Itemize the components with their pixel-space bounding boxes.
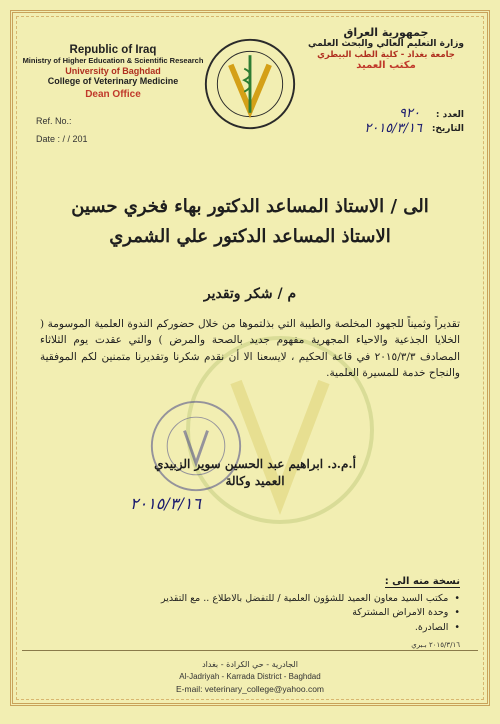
cc-title: نسخة منه الى : — [384, 576, 460, 587]
college-emblem-icon — [202, 36, 298, 132]
signature-block — [140, 456, 370, 491]
cc-list — [40, 592, 460, 635]
country-name-ar: جمهورية العراق — [343, 26, 429, 39]
header-english — [18, 44, 208, 100]
subject-line: م / شكر وتقدير — [203, 286, 297, 302]
list-item: • وحدة الامراض المشتركة — [40, 606, 460, 620]
date-label-ar: التاريخ: — [431, 124, 464, 134]
college-name: College of Veterinary Medicine — [47, 76, 179, 87]
dean-office-label: Dean Office — [85, 88, 141, 100]
handwritten-signature-date: ٢٠١٥/٣/١٦ — [130, 494, 201, 513]
date-label: Date : / / 201 — [36, 134, 88, 144]
header-arabic — [296, 26, 476, 72]
handwritten-date: ٢٠١٥/٣/١٦ — [364, 121, 422, 136]
ministry-name: Ministry of Higher Education & Scientific Research — [22, 56, 204, 66]
list-item: • الصادرة. — [40, 621, 460, 635]
country-name: Republic of Iraq — [69, 44, 157, 56]
handwritten-ref-number: ٩٢٠ — [399, 106, 420, 121]
university-name: University of Baghdad — [65, 65, 161, 76]
ref-number-label-ar: العدد : — [435, 110, 464, 120]
ref-number-label: Ref. No.: — [36, 116, 72, 126]
list-item: • مكتب السيد معاون العميد للشؤون العلمية / للتفضل بالاطلاع .. مع التقدير — [40, 592, 460, 606]
letter-body: تقديراً وثميناً للجهود المخلصة والطيبة التي بذلتموها من خلال حضوركم الندوة العلمية الموسومة ( الخلايا الجذعية والاحياء المجهرية مفهوم جديد بالصحة والمرض ) والتي عقدت يوم الثلاثاء المصادف ٢٠١٥/٣/٣ في قاعة الحكيم ، لايسعنا الا أن نقدم شكرنا وتقديرنا متمنين لكم الموفقية والنجاح خدمة للمسيرة العلمية. — [40, 318, 460, 379]
footer-address-ar: الجادرية - حي الكرادة - بغداد — [202, 660, 298, 669]
footer-side-note: ٢٠١٥/٣/١٦ بـبري — [411, 641, 460, 649]
dean-office-label-ar: مكتب العميد — [356, 60, 416, 72]
footer-email: E-mail: veterinary_college@yahoo.com — [176, 684, 324, 694]
signer-title: العميد وكالة — [225, 474, 285, 489]
college-name-ar: جامعة بغداد - كلية الطب البيطري — [317, 49, 455, 60]
addressee-line-2: الاستاذ المساعد الدكتور علي الشمري — [109, 226, 391, 247]
signer-name: أ.م.د. ابراهيم عبد الحسين سوير الزبيدي — [154, 457, 356, 471]
ministry-name-ar: وزارة التعليم العالي والبحث العلمي — [307, 39, 465, 50]
footer-address-en: Al-Jadriyah - Karrada District - Baghdad — [179, 672, 321, 681]
addressee-line-1: الى / الاستاذ المساعد الدكتور بهاء فخري حسين — [71, 196, 429, 217]
footer-divider — [22, 650, 478, 651]
